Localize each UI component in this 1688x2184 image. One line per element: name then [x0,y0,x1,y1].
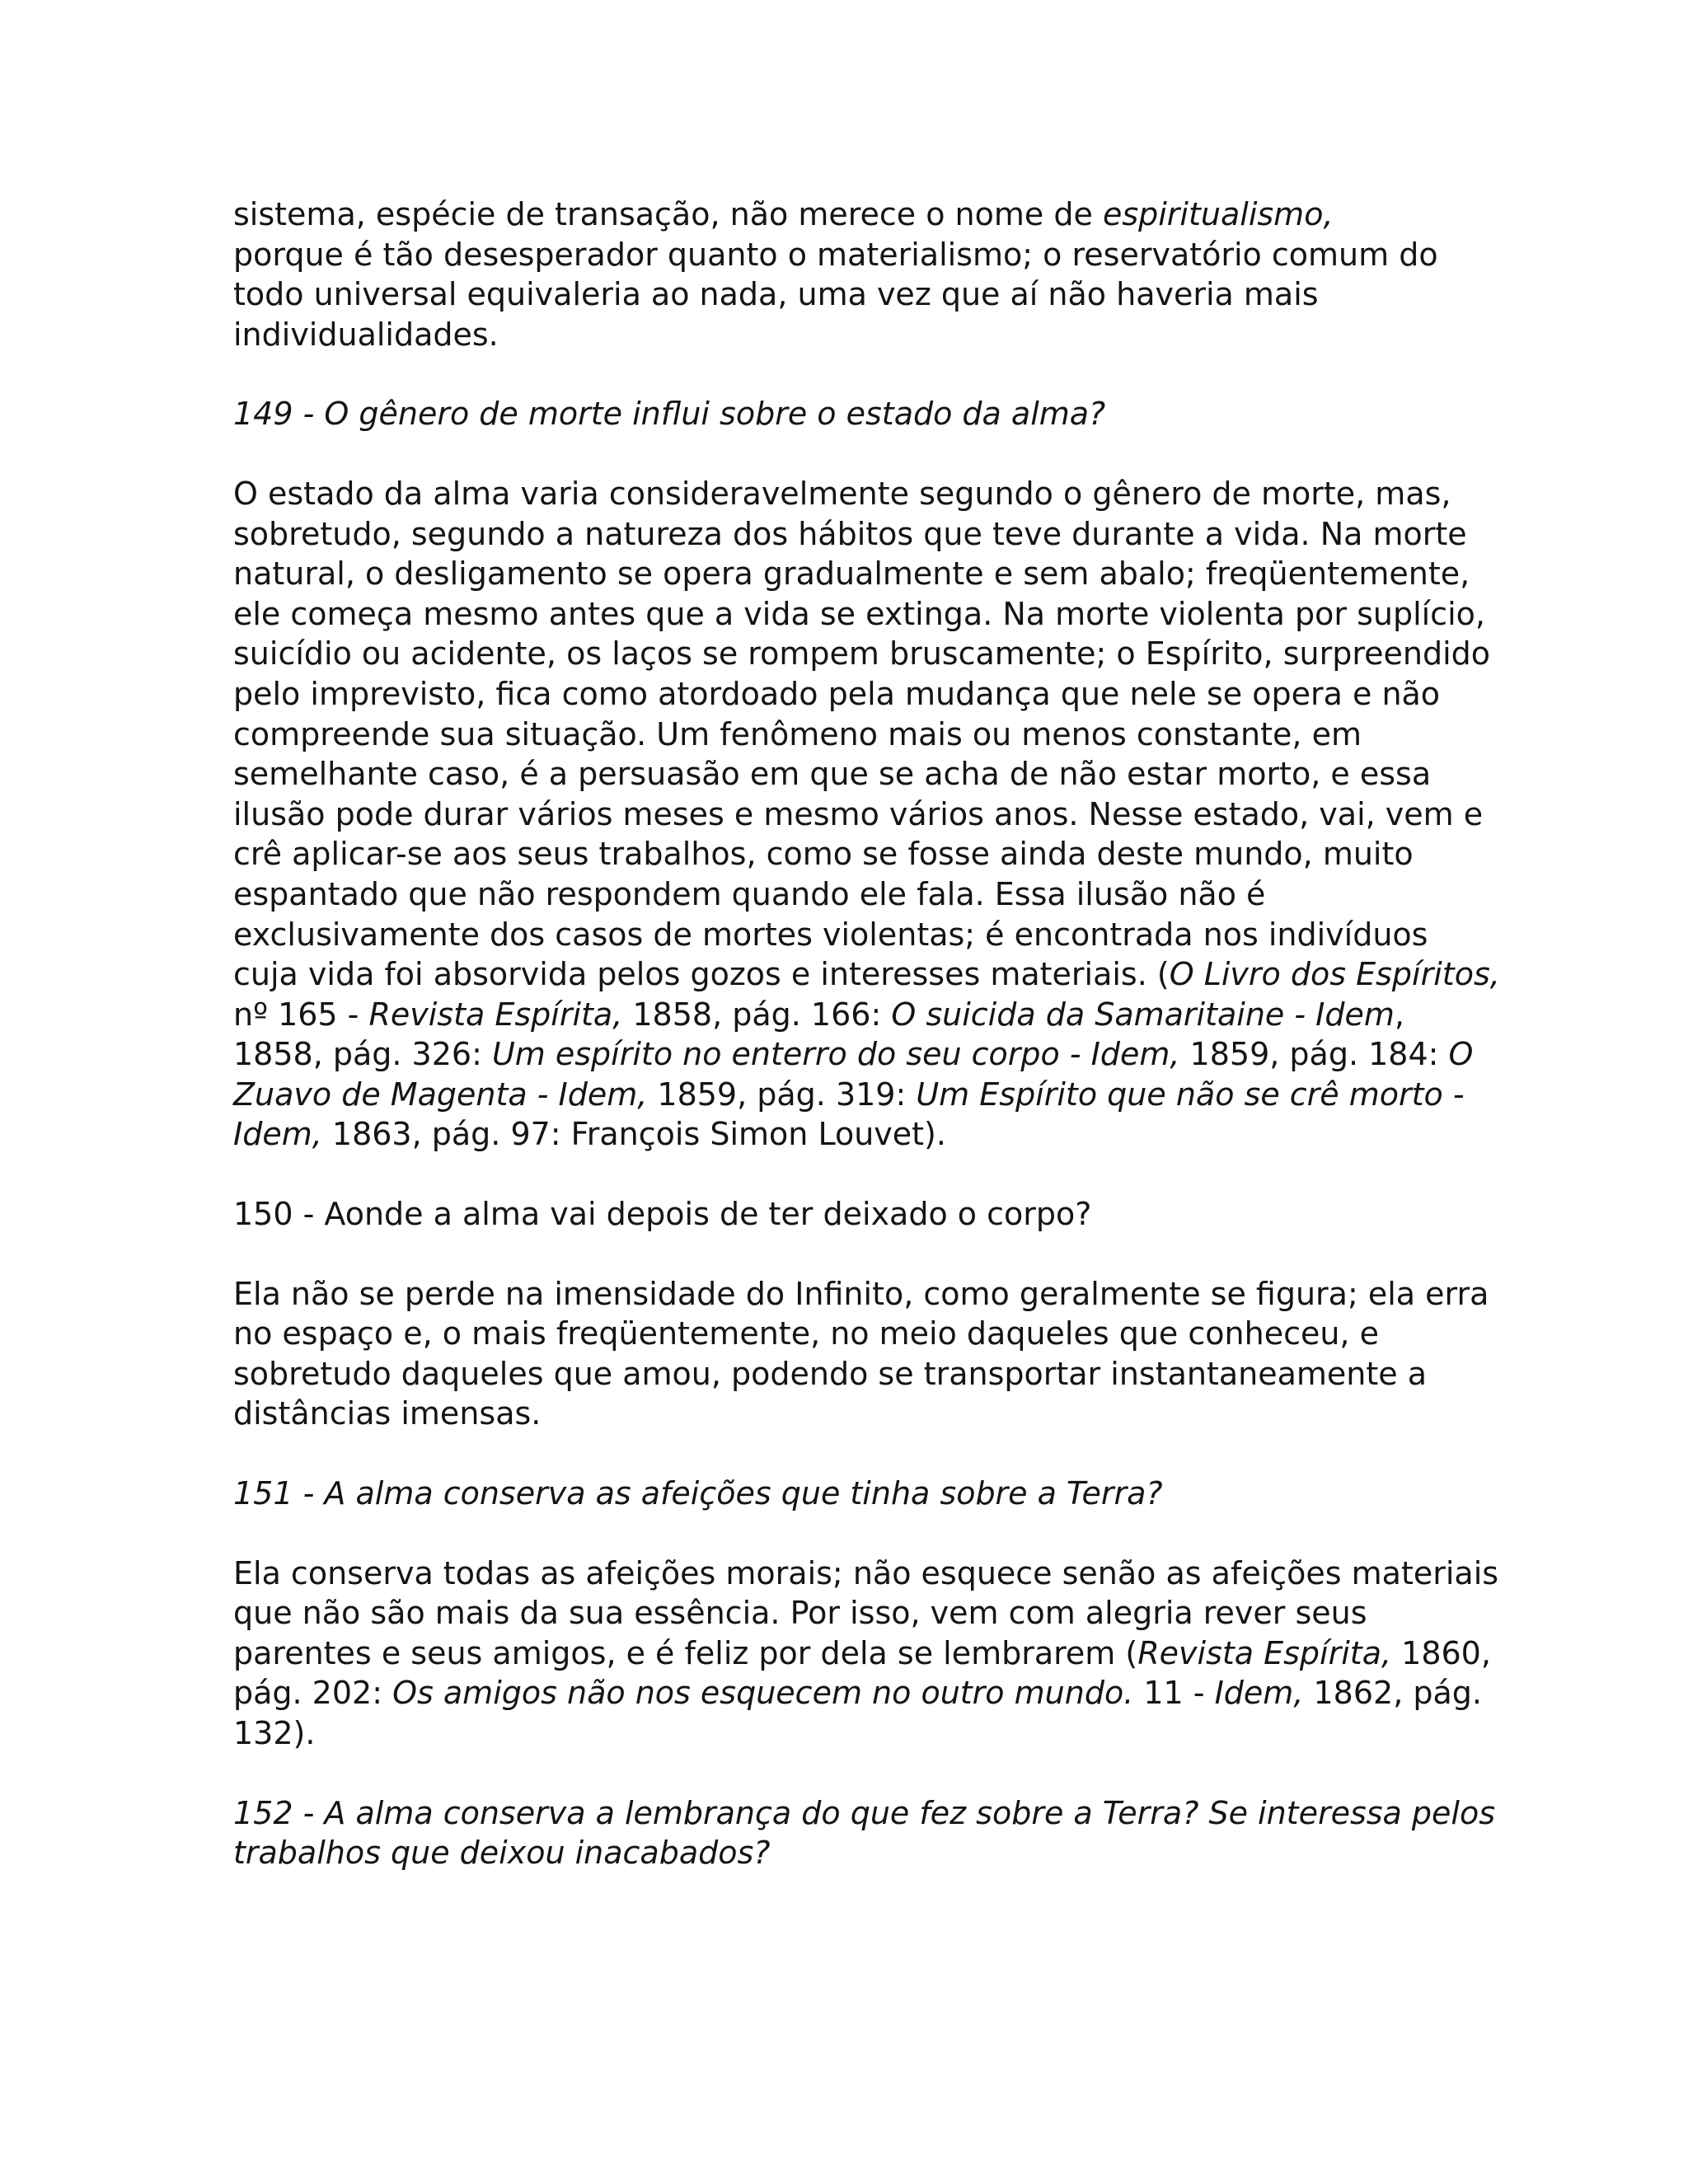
text-run: 11 - [1133,1675,1215,1712]
text-run: porque é tão desesperador quanto o materialismo; o reservatório comum do todo universal equivaleria ao nada, uma vez que aí não haveria mais individualidades. [233,236,1438,353]
question-151: 151 - A alma conserva as afeições que tinha sobre a Terra? [233,1475,1163,1512]
answer-149 [233,474,1503,1155]
citation-italic: Revista Espírita, [368,996,623,1033]
citation-italic: Um Espírito que não se crê morto - Idem, [233,1076,1465,1153]
text-run: 1863, pág. 97: François Simon Louvet). [321,1116,946,1153]
text-run: 1859, pág. 319: [647,1076,917,1113]
citation-italic: Idem, [1214,1675,1304,1712]
paragraph-intro [233,194,1503,354]
answer-151 [233,1554,1503,1754]
citation-italic: O Livro dos Espíritos, [1169,956,1500,993]
text-run: nº 165 - [233,996,369,1033]
text-run: O estado da alma varia consideravelmente segundo o gênero de morte, mas, sobretudo, segundo a natureza dos hábitos que teve durante a vida. Na morte natural, o desligamento se opera gradualmente e sem abalo; freqüentemente, ele começa mesmo antes que a vida se extinga. Na morte violenta por suplício, suicídio ou acidente, os laços se rompem bruscamente; o Espírito, surpreendido pelo imprevisto, fica como atordoado pela mudança que nele se opera e não compreende sua situação. Um fenômeno mais ou menos constante, em semelhante caso, é a persuasão em que se acha de não estar morto, e essa ilusão pode durar vários meses e mesmo vários anos. Nesse estado, vai, vem e crê aplicar-se aos seus trabalhos, como se fosse ainda deste mundo, muito espantado que não respondem quando ele fala. Essa ilusão não é exclusivamente dos casos de mortes violentas; é encontrada nos indivíduos cuja vida foi absorvida pelos gozos e interesses materiais. ( [233,475,1491,993]
citation-italic: Revista Espírita, [1137,1634,1392,1671]
question-149: 149 - O gênero de morte influi sobre o estado da alma? [233,396,1106,433]
citation-italic: O suicida da Samaritaine - Idem [891,996,1395,1033]
text-run: 1862, pág. 132). [233,1675,1482,1751]
question-150: 150 - Aonde a alma vai depois de ter deixado o corpo? [233,1196,1092,1233]
citation-italic: Um espírito no enterro do seu corpo - Idem, [491,1036,1180,1073]
text-run: Ela conserva todas as afeições morais; não esquece senão as afeições materiais que não são mais da sua essência. Por isso, vem com alegria rever seus parentes e seus amigos, e é feliz por dela se lembrarem ( [233,1554,1499,1671]
citation-italic: Os amigos não nos esquecem no outro mundo. [392,1675,1134,1712]
text-run: sistema, espécie de transação, não merece o nome de [233,196,1103,232]
text-run: 1860, pág. 202: [233,1634,1491,1712]
text-run: 1858, pág. 166: [622,996,892,1033]
italic-term: espiritualismo, [1102,196,1334,232]
text-run: 1859, pág. 184: [1179,1036,1449,1073]
text-run: , 1858, pág. 326: [233,996,1404,1073]
answer-150: Ela não se perde na imensidade do Infinito, como geralmente se figura; ela erra no espaço e, o mais freqüentemente, no meio daqueles que conheceu, e sobretudo daqueles que amou, podendo se transportar instantaneamente a distâncias imensas. [233,1275,1489,1432]
citation-italic: O Zuavo de Magenta - Idem, [233,1036,1474,1113]
question-152: 152 - A alma conserva a lembrança do que fez sobre a Terra? Se interessa pelos trabalhos que deixou inacabados? [233,1794,1496,1872]
